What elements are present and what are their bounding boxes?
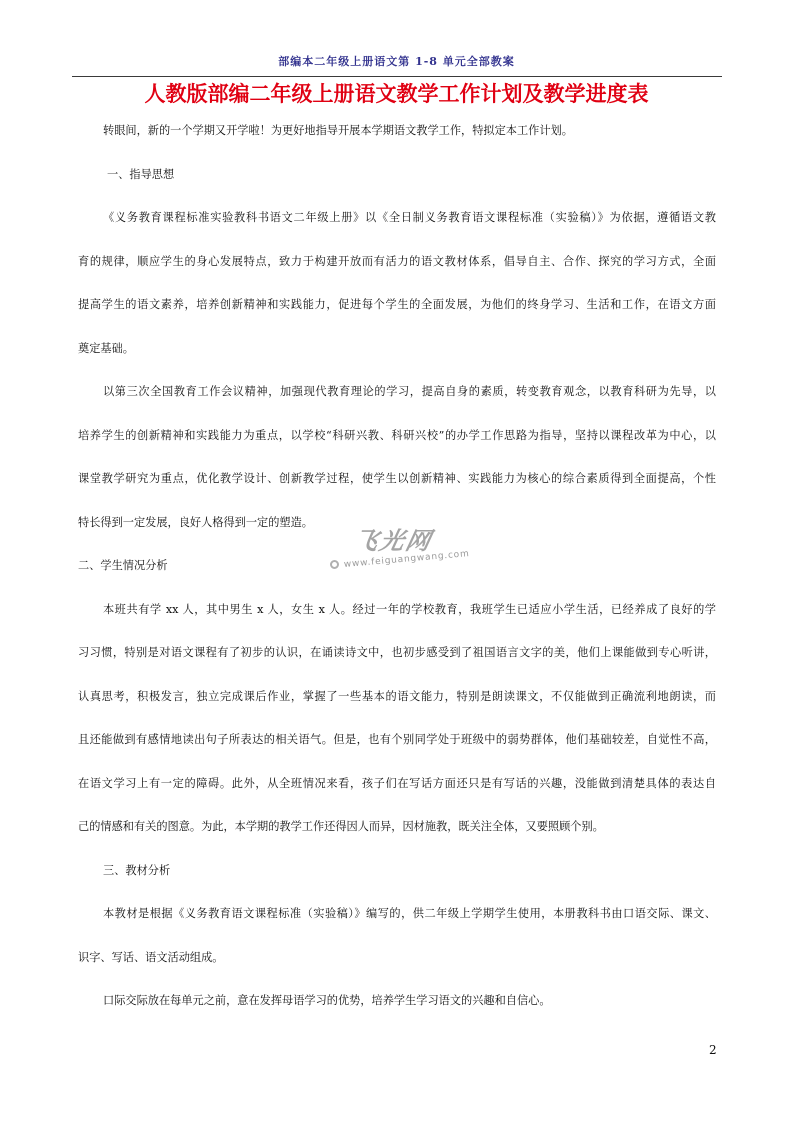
paragraph-line: 提高学生的语文素养，培养创新精神和实践能力，促进每个学生的全面发展，为他们的终身学习、生活和工作，在语文方面	[78, 298, 716, 311]
intro-paragraph-line: 转眼间，新的一个学期又开学啦！为更好地指导开展本学期语文教学工作，特拟定本工作计划。	[103, 124, 573, 137]
paragraph-line: 在语文学习上有一定的障碍。此外，从全班情况来看，孩子们在写话方面还只是有写话的兴趣，没能做到清楚具体的表达自	[78, 776, 716, 790]
section-heading-textbook-analysis: 三、教材分析	[103, 863, 171, 877]
paragraph-line: 认真思考，积极发言，独立完成课后作业，掌握了一些基本的语文能力，特别是朗读课文，不仅能做到正确流利地朗读，而	[78, 689, 716, 703]
paragraph-line: 培养学生的创新精神和实践能力为重点，以学校“科研兴教、科研兴校”的办学工作思路为指导，坚持以课程改革为中心，以	[78, 428, 716, 442]
paragraph-line: 且还能做到有感情地读出句子所表达的相关语气。但是，也有个别同学处于班级中的弱势群体，他们基础较差，自觉性不高，	[78, 733, 716, 746]
section-heading-student-analysis: 二、学生情况分析	[78, 559, 168, 572]
running-header-title: 部编本二年级上册语文第 1-8 单元全部教案	[278, 55, 515, 68]
paragraph-line: 特长得到一定发展，良好人格得到一定的塑造。	[78, 515, 313, 529]
page-number: 2	[709, 1043, 717, 1057]
paragraph-line: 奠定基础。	[78, 341, 134, 355]
paragraph-line: 识字、写话、语文活动组成。	[78, 950, 224, 964]
document-title: 人教版部编二年级上册语文教学工作计划及教学进度表	[144, 81, 649, 106]
paragraph-line: 课堂教学研究为重点，优化教学设计、创新教学过程，使学生以创新精神、实践能力为核心的综合素质得到全面提高，个性	[78, 472, 716, 485]
section-heading-guiding-ideology: 一、指导思想	[107, 167, 175, 181]
paragraph-line: 本班共有学 xx 人，其中男生 x 人，女生 x 人。经过一年的学校教育，我班学生已适应小学生活，已经养成了良好的学	[103, 602, 716, 616]
paragraph-line: 习习惯，特别是对语文课程有了初步的认识，在诵读诗文中，也初步感受到了祖国语言文字的美，他们上课能做到专心听讲，	[78, 646, 716, 659]
paragraph-line: 育的规律，顺应学生的身心发展特点，致力于构建开放而有活力的语文教材体系，倡导自主、合作、探究的学习方式，全面	[78, 254, 716, 268]
watermark-brand: 飞光网	[351, 526, 436, 555]
header-rule	[72, 76, 722, 77]
paragraph-line: 本教材是根据《义务教育语文课程标准（实验稿）》编写的，供二年级上学期学生使用，本册教科书由口语交际、课文、	[103, 907, 716, 920]
document-body	[78, 109, 716, 1023]
paragraph-line: 《义务教育课程标准实验教科书语文二年级上册》以《全日制义务教育语文课程标准（实验稿）》为依据，遵循语文教	[103, 211, 716, 224]
paragraph-line: 以第三次全国教育工作会议精神，加强现代教育理论的学习，提高自身的素质，转变教育观念，以教育科研为先导，以	[103, 385, 716, 398]
paragraph-line: 口际交际放在每单元之前，意在发挥母语学习的优势，培养学生学习语文的兴趣和自信心。	[103, 994, 551, 1007]
paragraph-line: 己的情感和有关的图意。为此，本学期的教学工作还得因人而异，因材施教，既关注全体，又要照顾个别。	[78, 820, 604, 833]
watermark-url: www.feiguangwang.com	[343, 549, 471, 570]
